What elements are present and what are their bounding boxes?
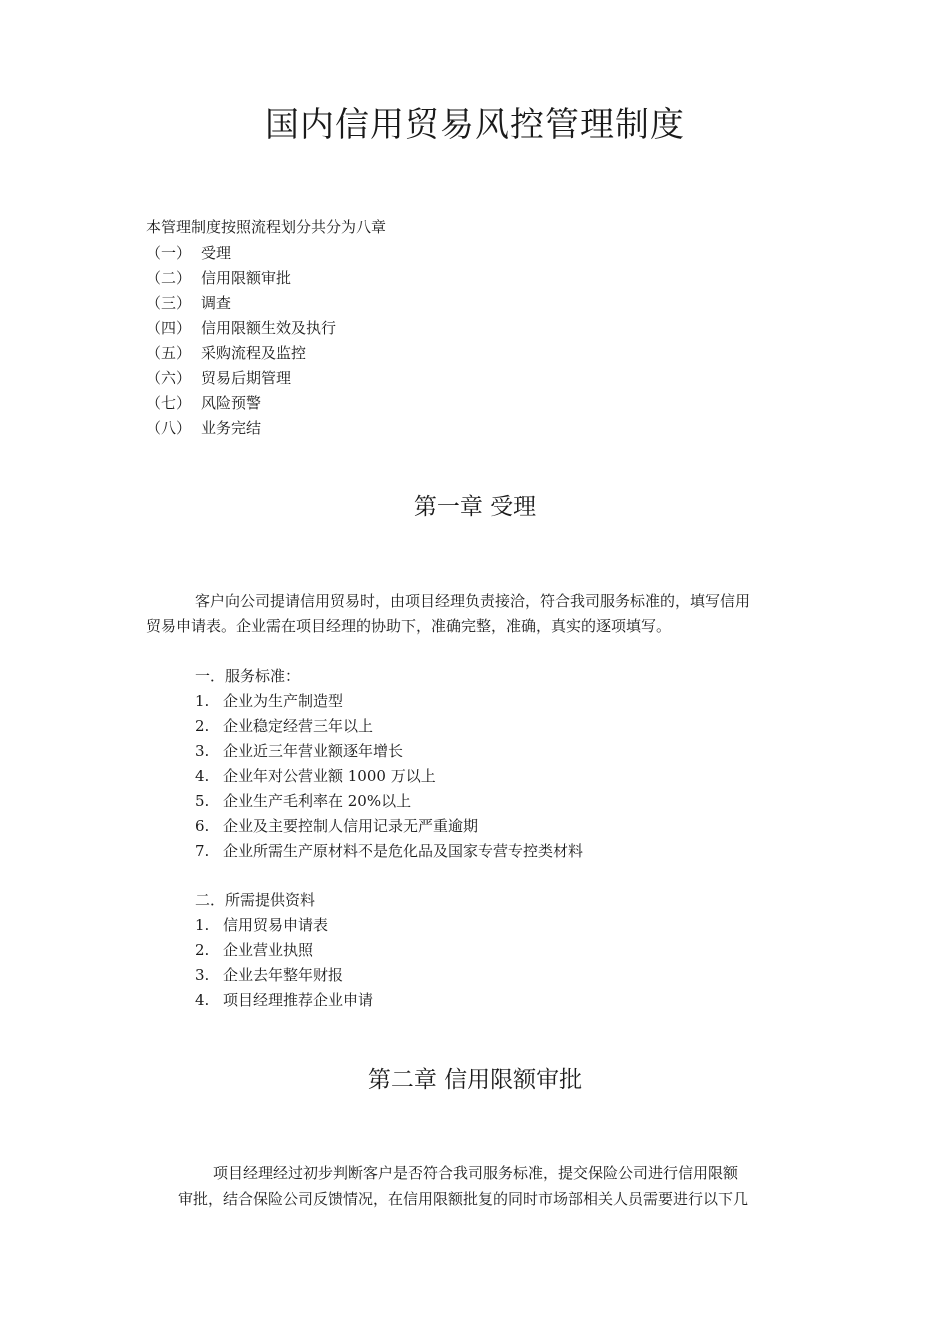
- list-item: [195, 764, 583, 789]
- list-number: 3.: [195, 742, 210, 760]
- outline-item: [146, 341, 336, 366]
- outline-number: （五）: [146, 344, 192, 362]
- list-text: 企业及主要控制人信用记录无严重逾期: [223, 817, 479, 835]
- chapter-1-paragraph-line-2: 贸易申请表。企业需在项目经理的协助下，准确完整，准确，真实的逐项填写。: [146, 617, 672, 635]
- list-text: 企业所需生产原材料不是危化品及国家专营专控类材料: [223, 842, 584, 860]
- document-title: 国内信用贸易风控管理制度: [265, 105, 685, 145]
- list-text: 企业近三年营业额逐年增长: [223, 742, 404, 760]
- outline-label: 信用限额生效及执行: [201, 319, 337, 337]
- chapter-2-paragraph-line-2: 审批，结合保险公司反馈情况，在信用限额批复的同时市场部相关人员需要进行以下几: [178, 1190, 749, 1208]
- outline-label: 信用限额审批: [201, 269, 292, 287]
- list-number: 4.: [195, 767, 210, 785]
- list-text: 企业为生产制造型: [223, 692, 344, 710]
- outline-number: （八）: [146, 419, 192, 437]
- list-number: 7.: [195, 842, 210, 860]
- outline-item: [146, 241, 336, 266]
- list-number: 3.: [195, 966, 210, 984]
- outline-label: 调查: [201, 294, 232, 312]
- outline-number: （二）: [146, 269, 192, 287]
- list-text: 信用贸易申请表: [223, 916, 329, 934]
- outline-label: 风险预警: [201, 394, 262, 412]
- outline-number: （一）: [146, 244, 192, 262]
- list-item: [195, 714, 583, 739]
- list-item: [195, 789, 583, 814]
- required-materials-title: 二．所需提供资料: [195, 891, 316, 909]
- service-standards-list: [195, 689, 583, 864]
- list-text: 企业营业执照: [223, 941, 314, 959]
- list-item: [195, 938, 373, 963]
- outline-item: [146, 266, 336, 291]
- list-item: [195, 689, 583, 714]
- list-number: 6.: [195, 817, 210, 835]
- chapter-2-paragraph-line-1: 项目经理经过初步判断客户是否符合我司服务标准，提交保险公司进行信用限额: [213, 1164, 739, 1182]
- service-standards-title: 一．服务标准：: [195, 667, 301, 685]
- chapter-1-heading: 第一章 受理: [413, 494, 537, 520]
- list-number: 4.: [195, 991, 210, 1009]
- list-item: [195, 913, 373, 938]
- outline-item: [146, 391, 336, 416]
- outline-number: （六）: [146, 369, 192, 387]
- chapter-outline: [146, 241, 336, 441]
- list-number: 2.: [195, 941, 210, 959]
- outline-label: 业务完结: [201, 419, 262, 437]
- outline-number: （七）: [146, 394, 192, 412]
- outline-item: [146, 291, 336, 316]
- outline-number: （三）: [146, 294, 192, 312]
- list-number: 5.: [195, 792, 210, 810]
- outline-item: [146, 316, 336, 341]
- list-item: [195, 963, 373, 988]
- outline-label: 采购流程及监控: [201, 344, 307, 362]
- outline-label: 贸易后期管理: [201, 369, 292, 387]
- list-item: [195, 739, 583, 764]
- list-number: 1.: [195, 692, 210, 710]
- chapter-1-paragraph-line-1: 客户向公司提请信用贸易时，由项目经理负责接洽，符合我司服务标准的，填写信用: [195, 592, 751, 610]
- chapter-2-heading: 第二章 信用限额审批: [367, 1067, 583, 1093]
- list-text: 企业去年整年财报: [223, 966, 344, 984]
- list-item: [195, 839, 583, 864]
- list-text: 企业年对公营业额 1000 万以上: [223, 767, 436, 785]
- list-number: 2.: [195, 717, 210, 735]
- list-text: 项目经理推荐企业申请: [223, 991, 374, 1009]
- list-item: [195, 988, 373, 1013]
- list-text: 企业生产毛利率在 20%以上: [223, 792, 412, 810]
- list-text: 企业稳定经营三年以上: [223, 717, 374, 735]
- outline-label: 受理: [201, 244, 232, 262]
- outline-item: [146, 416, 336, 441]
- list-number: 1.: [195, 916, 210, 934]
- required-materials-list: [195, 913, 373, 1013]
- intro-text: 本管理制度按照流程划分共分为八章: [146, 218, 387, 236]
- outline-item: [146, 366, 336, 391]
- outline-number: （四）: [146, 319, 192, 337]
- list-item: [195, 814, 583, 839]
